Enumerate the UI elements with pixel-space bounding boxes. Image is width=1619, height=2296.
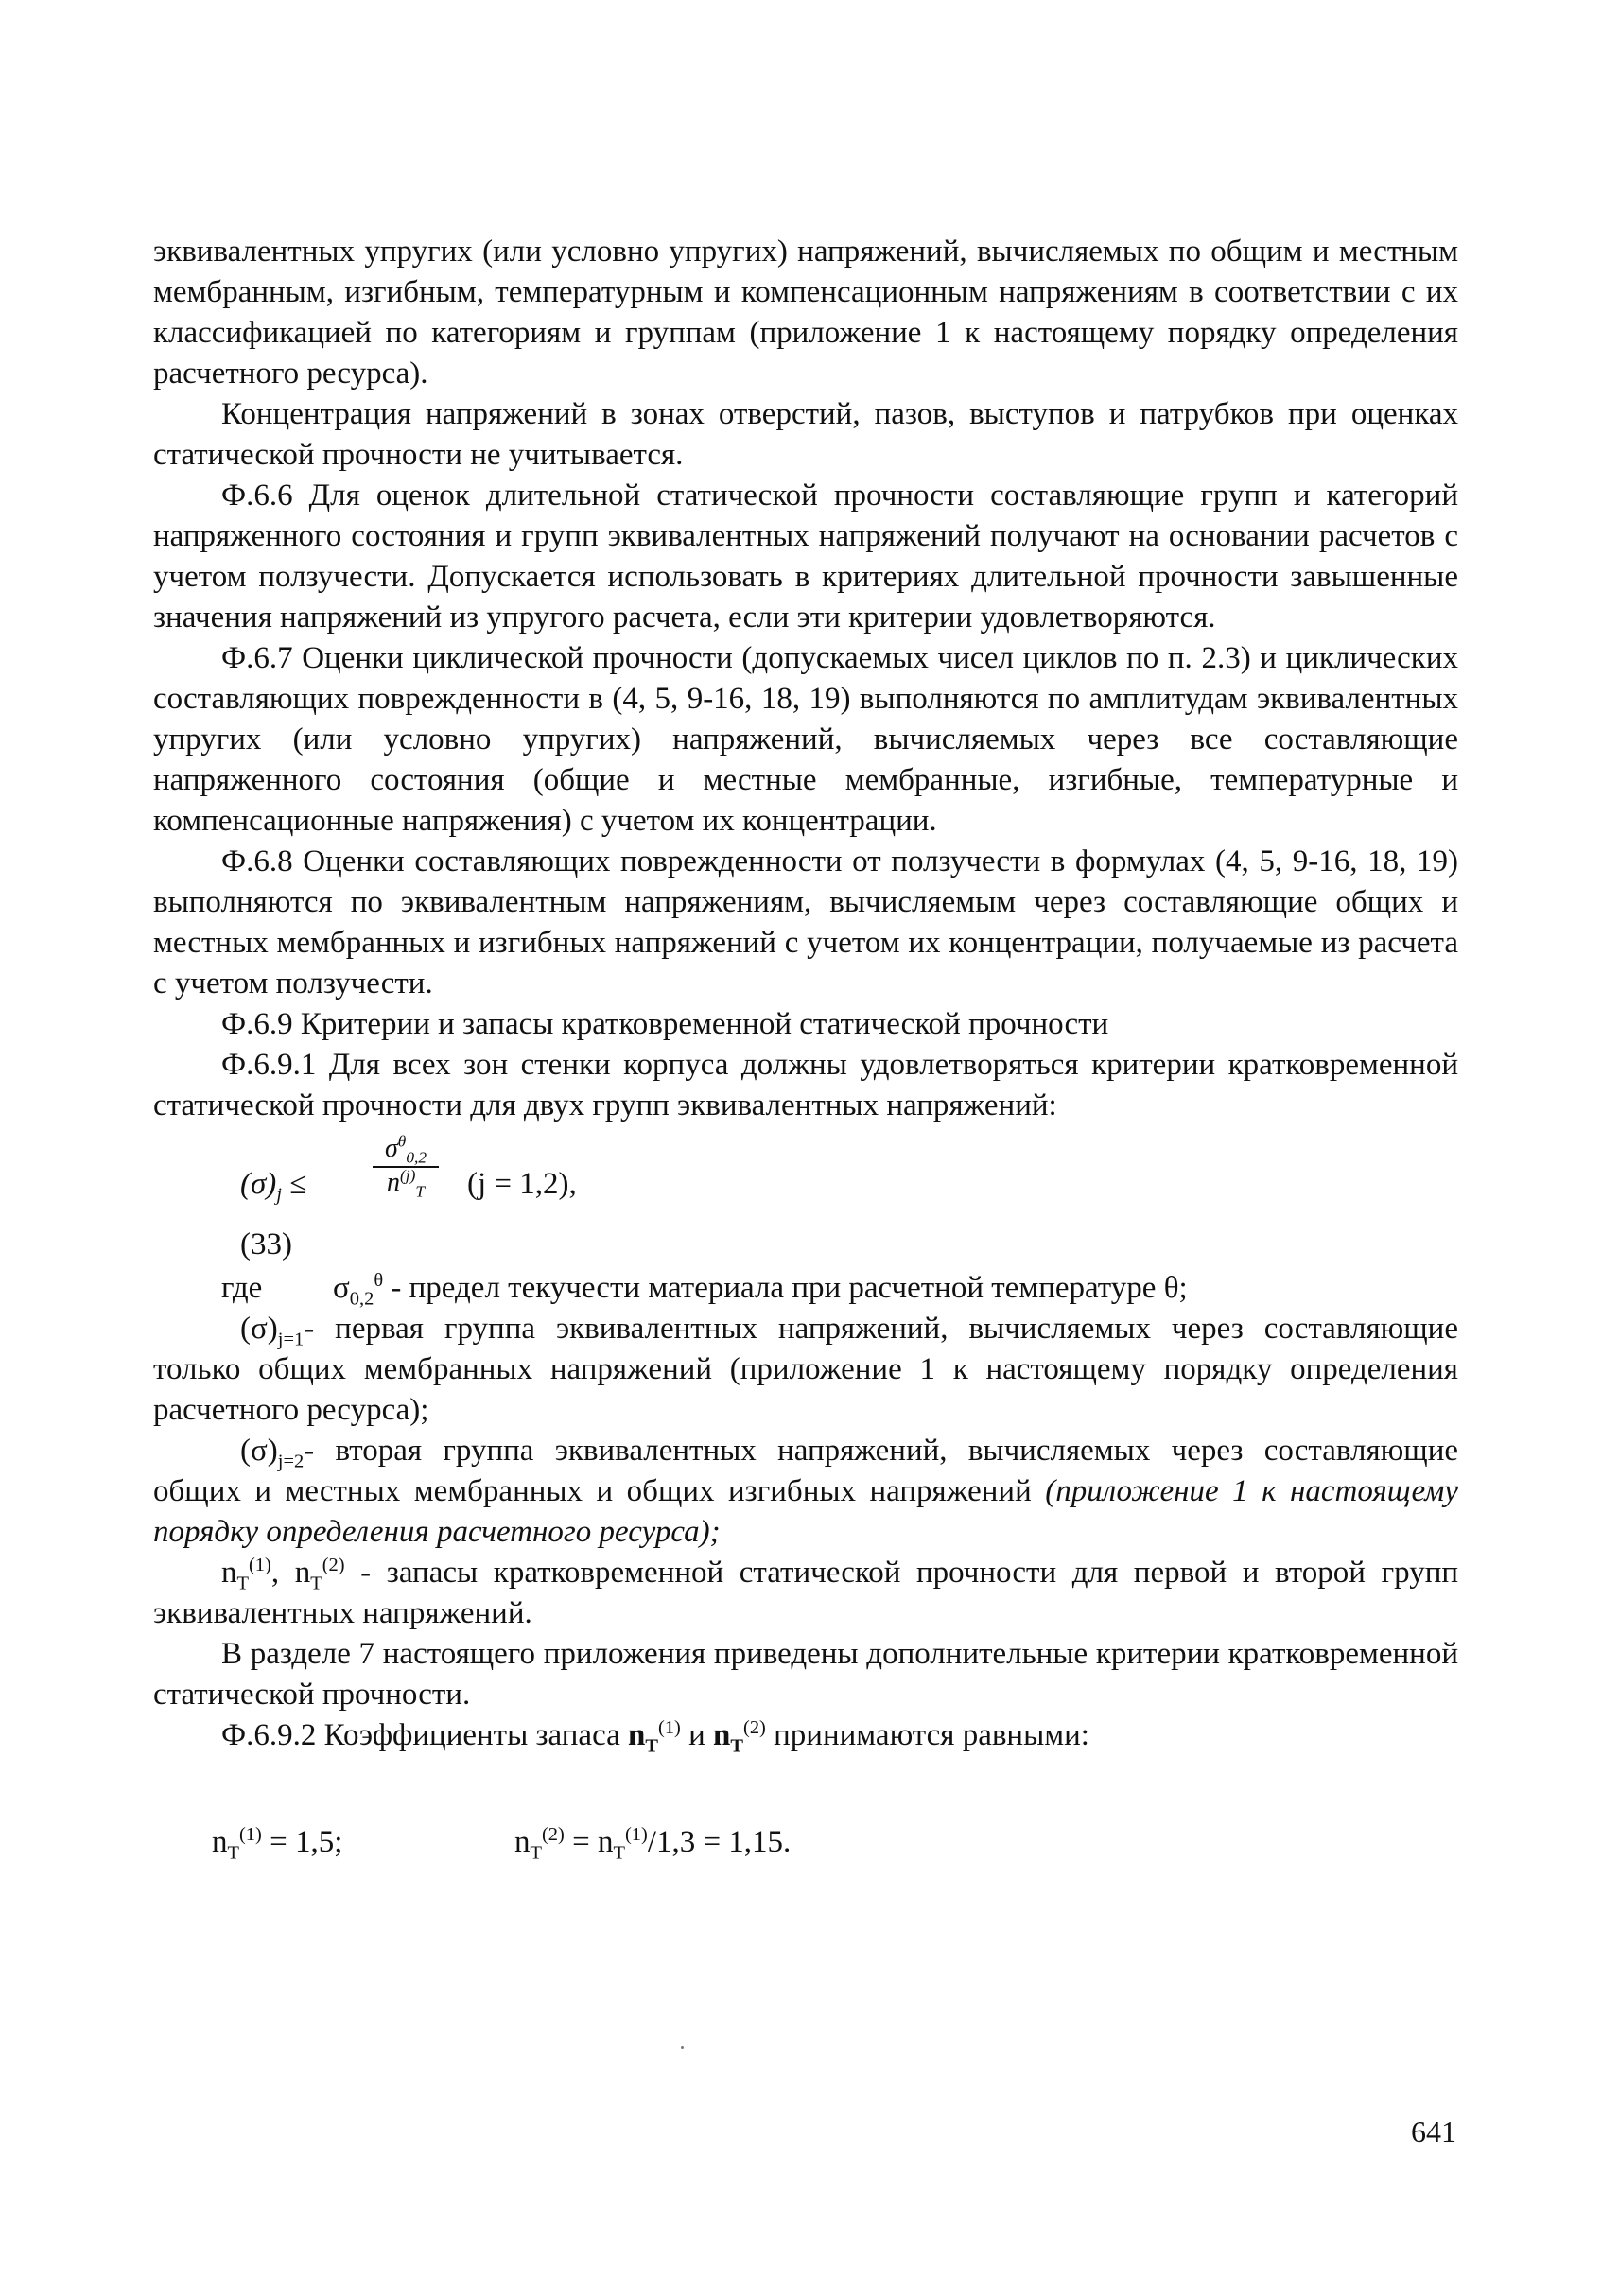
definition-margins: $n_T^{(1)}$, $n_T^{(2)}$ - запасы кратковременной статической прочности для первой и второй групп эквивалентных напряжений. [153,1555,1459,1630]
formula-condition: (j = 1,2), [467,1167,577,1201]
paragraph-f667: Ф.6.7 Оценки циклической прочности (допускаемых чисел циклов по п. 2.3) и циклических составляющих поврежденности в (4, 5, 9-16, 18, 19) выполняются по амплитудам эквивалентных упругих (или условно упругих) напряжений, вычисляемых через все составляющие напряженного состояния (общие и местные мембранные, изгибные, температурные и компенсационные напряжения) с учетом их концентрации. [153,641,1458,838]
paragraph-concentration: Концентрация напряжений в зонах отверстий, пазов, выступов и патрубков при оценках статической прочности не учитывается. [153,397,1458,472]
formula-number: (33) [240,1227,292,1261]
formula-denominator: $n^{(j)}_T$ [386,1166,426,1201]
formula-fraction [373,1132,439,1201]
document-page [153,232,1458,1888]
definition-group1: $(\sigma)_{j=1}-$ первая группа эквивалентных напряжений, вычисляемых через составляющие только общих мембранных напряжений (приложение 1 к настоящему порядку определения расчетного ресурса); [153,1312,1458,1427]
value-n2: $n_T^{(2)} = n_T^{(1)}/1,3 = 1,15$. [514,1824,792,1864]
paragraph-f6692: Ф.6.9.2 Коэффициенты запаса $n_T^{(1)}$ и $n_T^{(2)}$ принимаются равными: [221,1717,1089,1757]
definition-group2: $(\sigma)_{j=2}-$ вторая группа эквивалентных напряжений, вычисляемых через составляющие общих и местных мембранных и общих изгибных напряжений (приложение 1 к настоящему порядку определения расчетного ресурса); [153,1434,1459,1549]
definition-yield: где $\sigma_{0,2}^\theta$ - предел текучести материала при расчетной температуре θ; [221,1270,1188,1310]
paragraph-f668: Ф.6.8 Оценки составляющих поврежденности от ползучести в формулах (4, 5, 9-16, 18, 19) выполняются по эквивалентным напряжениям, вычисляемым через составляющие общих и местных мембранных и изгибных напряжений с учетом их концентрации, получаемые из расчета с учетом ползучести. [153,844,1458,1000]
formula-numerator: $\sigma^\theta_{0,2}$ [373,1134,439,1168]
page-number: 641 [1411,2114,1456,2148]
scan-speck [681,2046,684,2049]
formula-lhs: $(\sigma)_j$ ≤ [240,1167,307,1206]
paragraph-f669-heading: Ф.6.9 Критерии и запасы кратковременной статической прочности [221,1007,1109,1041]
paragraph-section7: В разделе 7 настоящего приложения приведены дополнительные критерии кратковременной статической прочности. [153,1637,1458,1712]
final-values [153,1775,1458,1888]
formula-33 [240,1126,1458,1221]
paragraph-continuation: эквивалентных упругих (или условно упругих) напряжений, вычисляемых по общим и местным мембранным, изгибным, температурным и компенсационным напряжениям в соответствии с их классификацией по категориям и группам (приложение 1 к настоящему порядку определения расчетного ресурса). [153,235,1458,391]
paragraph-f6691: Ф.6.9.1 Для всех зон стенки корпуса должны удовлетворяться критерии кратковременной статической прочности для двух групп эквивалентных напряжений: [153,1048,1458,1122]
paragraph-f666: Ф.6.6 Для оценок длительной статической прочности составляющие групп и категорий напряженного состояния и групп эквивалентных напряжений получают на основании расчетов с учетом ползучести. Допускается использовать в критериях длительной прочности завышенные значения напряжений из упругого расчета, если эти критерии удовлетворяются. [153,478,1458,635]
value-n1: $n_T^{(1)} = 1,5$; [212,1824,343,1864]
